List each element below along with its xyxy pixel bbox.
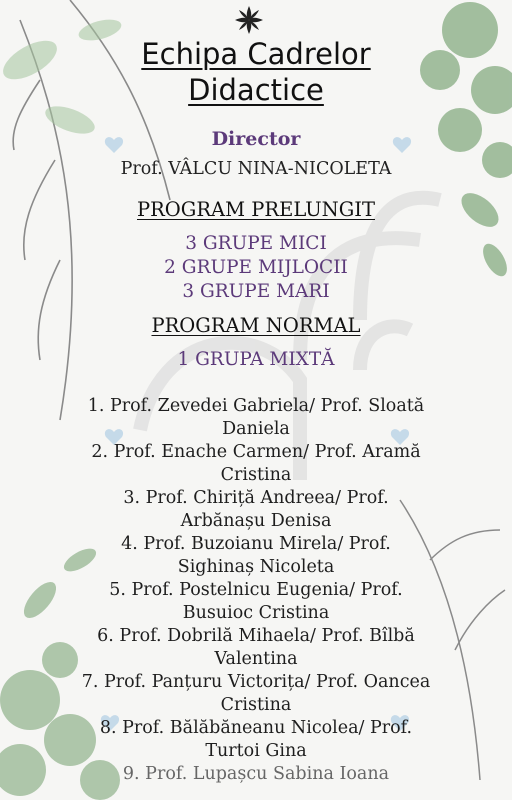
teacher-item-1 [60, 395, 452, 441]
teacher-line: 4. Prof. Buzoianu Mirela/ Prof. [121, 534, 391, 554]
page-title [0, 36, 512, 108]
teacher-line: 2. Prof. Enache Carmen/ Prof. Aramă [91, 442, 421, 462]
teacher-line: Busuioc Cristina [182, 603, 330, 623]
teacher-line: 9. Prof. Lupașcu Sabina Ioana [122, 764, 390, 784]
program-prelungit-heading: PROGRAM PRELUNGIT [137, 198, 375, 221]
teacher-line: Arbănașu Denisa [180, 511, 332, 531]
teacher-line: 1. Prof. Zevedei Gabriela/ Prof. Sloată [87, 396, 425, 416]
teacher-line: Valentina [214, 649, 298, 669]
teacher-line: 8. Prof. Bălăbăneanu Nicolea/ Prof. [99, 718, 413, 738]
teacher-line: 3. Prof. Chiriță Andreea/ Prof. [123, 488, 389, 508]
teacher-line: Daniela [222, 419, 290, 439]
teacher-item-7 [60, 671, 452, 717]
director-label: Director [211, 128, 301, 150]
teacher-item-9 [60, 763, 452, 786]
lotus-ornament-icon [233, 4, 265, 36]
teacher-item-6 [60, 625, 452, 671]
teacher-line: 7. Prof. Panțuru Victorița/ Prof. Oancea [81, 672, 431, 692]
program-normal-heading: PROGRAM NORMAL [151, 314, 361, 337]
group-item: 2 GRUPE MIJLOCII [164, 257, 348, 278]
group-item: 3 GRUPE MARI [182, 281, 330, 302]
group-item: 3 GRUPE MICI [185, 233, 327, 254]
teacher-line: Cristina [220, 695, 292, 715]
teacher-item-8 [60, 717, 452, 763]
teacher-line: Cristina [220, 465, 292, 485]
teacher-line: Turtoi Gina [205, 741, 307, 761]
teacher-line: Sighinaș Nicoleta [177, 557, 335, 577]
director-name: Prof. VÂLCU NINA-NICOLETA [120, 159, 392, 179]
title-line-1: Echipa Cadrelor [141, 37, 371, 71]
teacher-item-3 [60, 487, 452, 533]
teacher-line: 6. Prof. Dobrilă Mihaela/ Prof. Bîlbă [97, 626, 415, 646]
title-line-2: Didactice [188, 73, 324, 107]
teacher-list [60, 395, 452, 786]
group-item: 1 GRUPA MIXTĂ [177, 349, 335, 370]
teacher-line: 5. Prof. Postelnicu Eugenia/ Prof. [109, 580, 403, 600]
teacher-item-4 [60, 533, 452, 579]
teacher-item-5 [60, 579, 452, 625]
teacher-item-2 [60, 441, 452, 487]
